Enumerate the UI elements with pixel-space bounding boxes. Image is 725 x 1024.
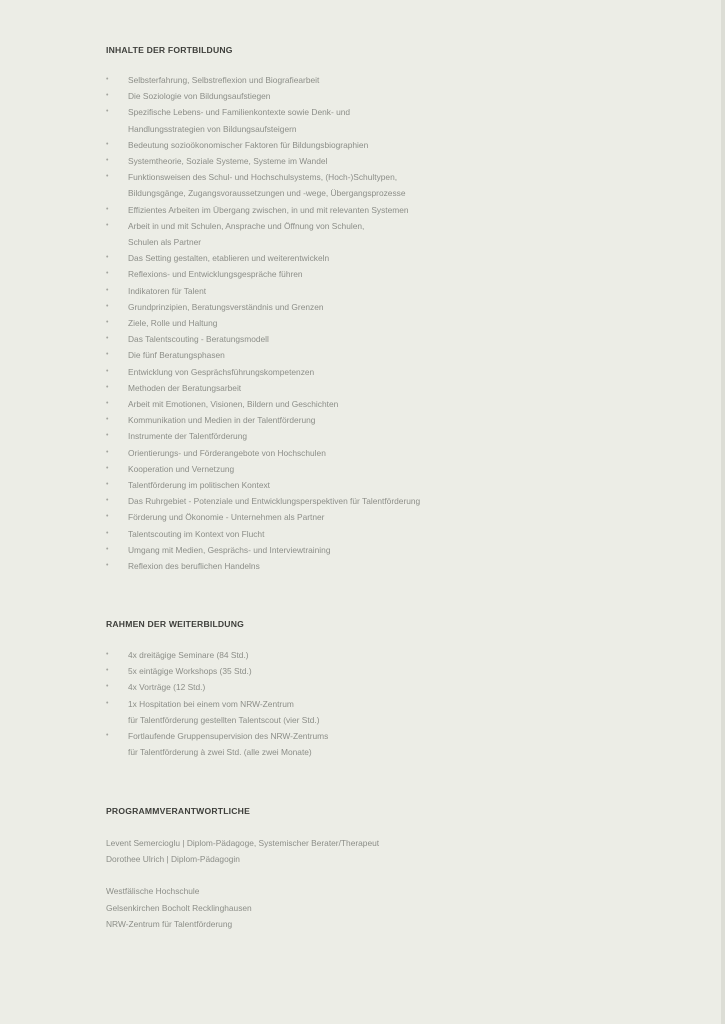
- list-item-text: • Systemtheorie, Soziale Systeme, Systeme im Wandel: [128, 156, 328, 167]
- institution-line: NRW-Zentrum für Talentförderung: [106, 918, 233, 929]
- list-item: [106, 88, 686, 104]
- section-inhalte: [106, 44, 686, 574]
- list-item-text: • Orientierungs- und Förderangebote von Hochschulen: [128, 447, 326, 458]
- list-item-text: • Effizientes Arbeiten im Übergang zwischen, in und mit relevanten Systemen: [128, 204, 409, 215]
- list-item: [106, 104, 686, 136]
- list-item: [106, 153, 686, 169]
- list-item-text: • Die fünf Beratungsphasen: [128, 350, 225, 361]
- heading-rahmen: RAHMEN DER WEITERBILDUNG: [106, 619, 244, 629]
- list-item-text: • Kooperation und Vernetzung: [128, 463, 235, 474]
- list-item: [106, 364, 686, 380]
- list-item: [106, 169, 686, 201]
- list-item: [106, 283, 686, 299]
- list-item: [106, 202, 686, 218]
- institution-block: [106, 883, 686, 932]
- list-item-text: Handlungsstrategien von Bildungsaufsteigern: [128, 123, 297, 134]
- list-item-text: • 4x Vorträge (12 Std.): [128, 682, 206, 693]
- list-item: [106, 526, 686, 542]
- heading-inhalte: INHALTE DER FORTBILDUNG: [106, 45, 233, 55]
- list-item: [106, 696, 686, 728]
- list-item-text: • Reflexion des beruflichen Handelns: [128, 561, 260, 572]
- list-item: [106, 396, 686, 412]
- heading-programm: PROGRAMMVERANTWORTLICHE: [106, 806, 251, 816]
- list-rahmen: [106, 647, 686, 760]
- list-item: [106, 558, 686, 574]
- list-item-text: • Reflexions- und Entwicklungsgespräche führen: [128, 269, 303, 280]
- list-item-text: • Selbsterfahrung, Selbstreflexion und Biografiearbeit: [128, 75, 320, 85]
- list-item: [106, 445, 686, 461]
- list-item-text: • Umgang mit Medien, Gesprächs- und Interviewtraining: [128, 544, 331, 555]
- list-item: [106, 266, 686, 282]
- list-item-text: • Ziele, Rolle und Haltung: [128, 318, 218, 329]
- list-item-text: • Arbeit in und mit Schulen, Ansprache und Öffnung von Schulen,: [128, 220, 365, 231]
- list-item: [106, 331, 686, 347]
- list-item-text: • Methoden der Beratungsarbeit: [128, 382, 242, 393]
- list-item-text: • Indikatoren für Talent: [128, 285, 207, 296]
- list-item: [106, 477, 686, 493]
- list-item-text: • Talentscouting im Kontext von Flucht: [128, 528, 265, 539]
- list-item: [106, 461, 686, 477]
- list-item-text: • Arbeit mit Emotionen, Visionen, Bildern und Geschichten: [128, 399, 339, 410]
- section-rahmen: [106, 618, 686, 760]
- list-item: [106, 428, 686, 444]
- list-item-text: • 5x eintägige Workshops (35 Std.): [128, 666, 252, 677]
- list-item-text: Bildungsgänge, Zugangsvoraussetzungen und -wege, Übergangsprozesse: [128, 188, 406, 199]
- person-line: Dorothee Ulrich | Diplom-Pädagogin: [106, 854, 240, 865]
- list-item-text: • Fortlaufende Gruppensupervision des NRW-Zentrums: [128, 731, 329, 742]
- list-item-text: • Grundprinzipien, Beratungsverständnis und Grenzen: [128, 301, 324, 312]
- page-edge-shadow: [721, 0, 725, 1024]
- list-item-text: • Talentförderung im politischen Kontext: [128, 480, 270, 491]
- list-item-text: • Das Ruhrgebiet - Potenziale und Entwicklungsperspektiven für Talentförderung: [128, 496, 421, 507]
- people-block: [106, 835, 686, 867]
- list-item: [106, 137, 686, 153]
- list-item: [106, 412, 686, 428]
- institution-line: Westfälische Hochschule: [106, 886, 200, 897]
- list-item-text: • Das Setting gestalten, etablieren und weiterentwickeln: [128, 253, 330, 264]
- list-item-text: • Instrumente der Talentförderung: [128, 431, 248, 442]
- section-programm: [106, 805, 686, 932]
- list-item: [106, 493, 686, 509]
- list-item-text: • Förderung und Ökonomie - Unternehmen als Partner: [128, 512, 325, 523]
- list-item-text: • Entwicklung von Gesprächsführungskompetenzen: [128, 366, 315, 377]
- list-item-text: • Spezifische Lebens- und Familienkontexte sowie Denk- und: [128, 107, 351, 118]
- list-item: [106, 72, 686, 88]
- list-item-text: • Die Soziologie von Bildungsaufstiegen: [128, 91, 271, 102]
- list-item-text: • Kommunikation und Medien in der Talentförderung: [128, 415, 316, 426]
- list-item-text: Schulen als Partner: [128, 237, 202, 248]
- list-item-text: • Das Talentscouting - Beratungsmodell: [128, 334, 269, 345]
- list-item-text: • Funktionsweisen des Schul- und Hochschulsystems, (Hoch-)Schultypen,: [128, 172, 398, 183]
- list-item: [106, 679, 686, 695]
- list-item: [106, 299, 686, 315]
- list-item: [106, 663, 686, 679]
- list-item: [106, 647, 686, 663]
- list-item-text: • Bedeutung sozioökonomischer Faktoren für Bildungsbiographien: [128, 139, 369, 150]
- list-item: [106, 509, 686, 525]
- list-inhalte: [106, 72, 686, 574]
- list-item: [106, 218, 686, 250]
- institution-line: Gelsenkirchen Bocholt Recklinghausen: [106, 902, 252, 913]
- list-item-text: für Talentförderung à zwei Std. (alle zwei Monate): [128, 747, 312, 758]
- list-item: [106, 250, 686, 266]
- list-item: [106, 728, 686, 760]
- list-item: [106, 380, 686, 396]
- list-item-text: • 4x dreitägige Seminare (84 Std.): [128, 650, 249, 660]
- list-item-text: für Talentförderung gestellten Talentscout (vier Std.): [128, 714, 320, 725]
- list-item: [106, 315, 686, 331]
- list-item: [106, 347, 686, 363]
- person-line: Levent Semercioglu | Diplom-Pädagoge, Systemischer Berater/Therapeut: [106, 838, 380, 848]
- list-item-text: • 1x Hospitation bei einem vom NRW-Zentrum: [128, 698, 294, 709]
- list-item: [106, 542, 686, 558]
